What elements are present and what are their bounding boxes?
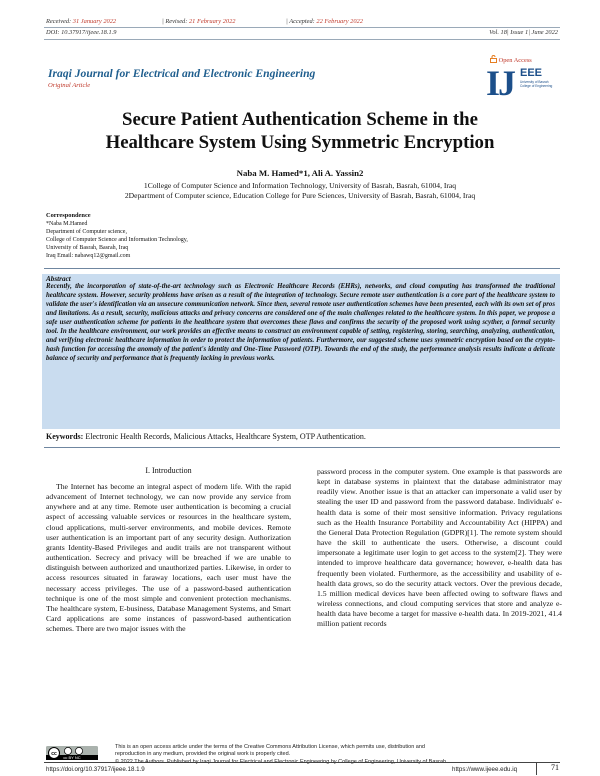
correspondence-line: *Naba M.Hamed xyxy=(46,221,88,227)
paragraph: The Internet has become an integral aspect of modern life. With the rapid advancement of Internet technology, we can now provide any service from anywhere and at any time. Remote user authentication is becoming a crucial aspect of accessing valuable services or resources in the healthcare system, cloud applications, multi-server environments, and mobile devices. Remote user authentication is an important part of any security design. Authorization grants Identity-Based Privileges and audit trails are not transparent without authentication. Secrecy and privacy will be breached if we are unable to distinguish between authorized and unauthorized parties. Likewise, in order to access resources situated in faraway locations, each user must have the necessary access privileges. The use of a password-based authentication technique is one of the most simple and convenient protection mechanisms. The healthcare system, E-business, Database Management Systems, and Smart Card applications are some instances of password-based authentication schemes. There are two major issues with the xyxy=(46,482,291,634)
correspondence-line: University of Basrah, Basrah, Iraq xyxy=(46,245,129,251)
authors: Naba M. Hamed*1, Ali A. Yassin2 xyxy=(236,168,364,178)
title-line-2: Healthcare System Using Symmetric Encryption xyxy=(105,132,495,153)
logo-ij: IJ xyxy=(486,63,515,103)
doi-label: DOI: 10.37917/ijeee.18.1.9 xyxy=(46,29,117,36)
svg-text:cc: cc xyxy=(51,751,57,757)
body-column-2 xyxy=(317,467,562,630)
received-date: Received: 31 January 2022 xyxy=(46,18,117,25)
journal-logo xyxy=(486,63,554,103)
cc-label: cc BY NC xyxy=(63,755,81,760)
affiliation-2: 2Department of Computer science, Education College for Pure Sciences, University of Basrah, Basrah, 61004, Iraq xyxy=(124,191,476,200)
header-rule-2 xyxy=(44,39,560,40)
license-line-1: This is an open access article under the terms of the Creative Commons Attribution License, which permits use, distribution and xyxy=(115,744,425,750)
cc-by-nc-icon xyxy=(46,746,98,760)
doi-link[interactable]: https://doi.org/10.37917/ijeee.18.1.9 xyxy=(46,766,145,773)
correspondence-block xyxy=(46,212,266,260)
title-line-1: Secure Patient Authentication Scheme in the xyxy=(122,109,478,130)
section-heading: I. Introduction xyxy=(145,466,192,475)
affiliation-1: 1College of Computer Science and Information Technology, University of Basrah, Basrah, 61004, Iraq xyxy=(143,181,457,190)
affiliations xyxy=(40,181,560,201)
paper-title xyxy=(40,108,560,154)
journal-site-link[interactable]: https://www.ijeee.edu.iq xyxy=(452,766,518,773)
keywords-label: Keywords: xyxy=(46,432,84,441)
cc-license-badge[interactable] xyxy=(46,746,98,760)
abstract-bottom-rule xyxy=(44,447,560,448)
correspondence-line: College of Computer Science and Information Technology, xyxy=(46,237,188,243)
journal-name: Iraqi Journal for Electrical and Electronic Engineering xyxy=(48,67,316,80)
keywords-list: Electronic Health Records, Malicious Attacks, Healthcare System, OTP Authentication. xyxy=(85,432,366,441)
abstract-top-rule xyxy=(44,268,560,269)
page-number: 71 xyxy=(536,763,559,775)
abstract-heading: Abstract xyxy=(46,275,71,283)
abstract-text: Recently, the incorporation of state-of-the-art technology such as Electronic Healthcare Records (EHRs), networks, and cloud computing has transformed the traditional healthcare system. However, security problems have arisen as a result of the integration of technology. Secure remote user authentication is a core part of the healthcare system to validate the user's identification via an unsecure communication network. Since then, several remote user authentication schemes have been presented, each with its own set of pros and limitations. As a result, security, malicious attacks and privacy concerns are considered one of the main challenges related to the healthcare system. In this paper, we propose a safe user authentication scheme for patients in the healthcare system that overcomes these flaws and confirms the security of the proposed work using scyther, a formal security tool. In the healthcare environment, our work provides an effective means to construct an environment capable of setting, registering, storing, searching, analyzing, authentication, and verifying electronic healthcare information in order to protect the information of patients. Furthermore, our suggested scheme uses symmetric encryption based on the crypto-hash function for accessing the anomaly of the patient's identity and One-Time Password (OTP). Towards the end of the study, the performance analysis results indicate a delicate balance of security and performance that is frequently lacking in previous works. xyxy=(46,283,555,362)
volume-label: Vol. 18| Issue 1| June 2022 xyxy=(489,29,558,36)
correspondence-email: Iraq Email: nabawq12@gmail.com xyxy=(46,253,131,259)
body-column-1 xyxy=(46,482,291,634)
logo-subtitle: University of Basrah College of Engineering xyxy=(520,80,553,88)
footer-rule xyxy=(44,762,560,763)
correspondence-line: Department of Computer science, xyxy=(46,229,127,235)
logo-eee: EEE xyxy=(520,67,543,79)
article-type: Original Article xyxy=(48,82,91,89)
correspondence-heading: Correspondence xyxy=(46,212,91,219)
license-line-2: reproduction in any medium, provided the original work is properly cited. xyxy=(115,751,291,758)
header-rule xyxy=(44,27,560,28)
abstract-box xyxy=(42,274,560,429)
open-access-label: Open Access xyxy=(490,55,532,64)
keywords xyxy=(46,432,562,441)
accepted-date: | Accepted: 22 February 2022 xyxy=(286,18,363,25)
paragraph: password process in the computer system. One example is that passwords are kept in database systems in plaintext that the database administrator may readily view. Another issue is that an attacker can impersonate a valid user by stealing the user ID and password from the password database. Individuals' e-health data is some of their most sensitive information. Privacy regulations such as the Health Insurance Portability and Accountability Act (HIPPA) and the General Data Protection Regulation (GDPR)[1]. The remote system should have the skill to authenticate the users. Otherwise, a discount could impersonate a legitimate user login to get access to the system[2]. They were intended to improve healthcare data governance; however, e-health data has frequently been violated. Furthermore, as the accessibility and usability of e-health data grows, so do the security attack vectors. Over the previous decade, 1.5 million medical devices have been affected owing to software flaws and wireless connections, and cloud computing services that store and analyze e-health data have become a target for massive e-health data. In 2019-2021, 41.4 million patient records xyxy=(317,467,562,629)
revised-date: | Revised: 21 February 2022 xyxy=(162,18,236,25)
